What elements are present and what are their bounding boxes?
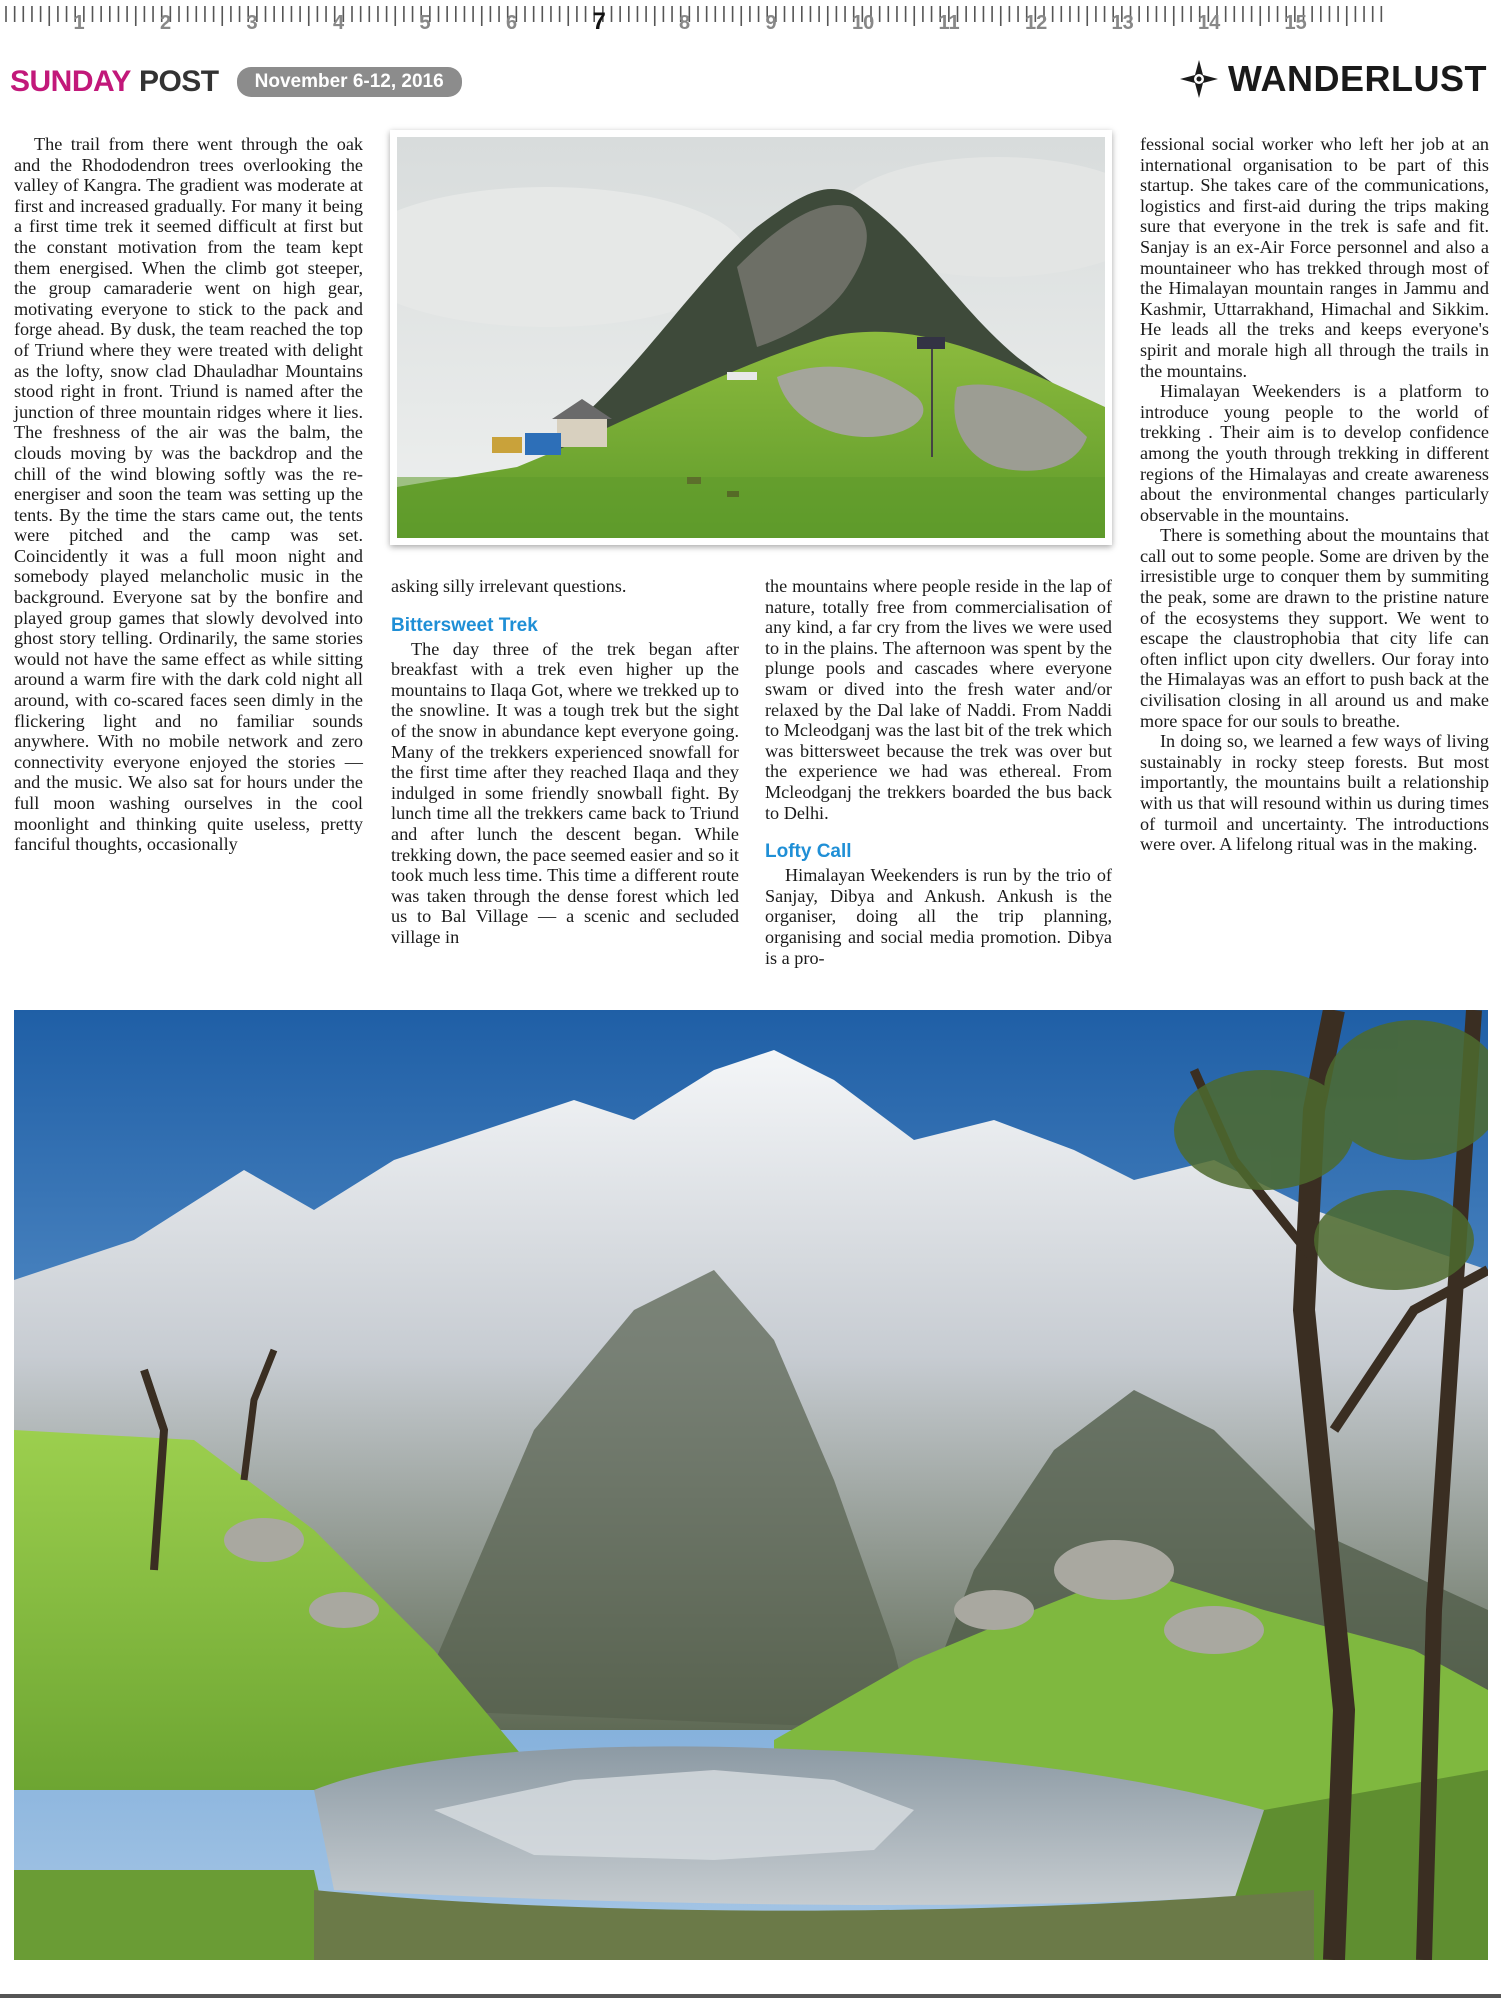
- dhauladhar-lake-photo: [14, 1010, 1488, 1960]
- article-column-1: [14, 134, 363, 855]
- subheading-lofty-call: Lofty Call: [765, 841, 852, 863]
- ruler-number: 5: [419, 12, 431, 34]
- article-paragraph: The trail from there went through the oak and the Rhododendron trees overlooking the valley of Kangra. The gradient was moderate at first and increased gradually. For many it being a first time trek it seemed difficult at first but the constant motivation from the team kept them energised. When the climb got steeper, the group camaraderie went on high gear, motivating everyone to stick to the pack and forge ahead. By dusk, the team reached the top of Triund where they were treated with delight as the lofty, snow clad Dhauladhar Mountains stood right in front. Triund is named after the junction of three mountain ridges where it lies. The freshness of the air was the balm, the clouds moving by was the backdrop and the chill of the wind blowing softly was the re-energiser and soon the team was setting up the tents. By the time the stars came out, the tents were pitched and the camp was set. Coincidently it was a full moon night and somebody played melancholic music in the background. Everyone sat by the bonfire and played group games that slowly devolved into ghost story telling. Ordinarily, the same stories would not have the same effect as while sitting around a warm fire with the dark cold night all around, with co-scared faces seen dimly in the flickering light and no familiar sounds anywhere. With no mobile network and zero connectivity everyone enjoyed the stories — and the music. We also sat for hours under the full moon washing ourselves in the cool moonlight and thinking quite useless, pretty fanciful thoughts, occasionally: [14, 134, 363, 855]
- masthead-sunday: SUNDAY: [10, 65, 131, 98]
- ruler-number: 4: [332, 12, 345, 34]
- section-title: WANDERLUST: [1228, 58, 1487, 99]
- article-paragraph: Himalayan Weekenders is a platform to introduce young people to the world of trekking . Their aim is to develop confidence among the youth through trekking in different regions of the Himalayas and create awareness about the environmental changes particularly observable in the mountains.: [1140, 381, 1489, 525]
- article-paragraph: Himalayan Weekenders is run by the trio of Sanjay, Dibya and Ankush. Ankush is the organiser, doing all the trip planning, organising and social media promotion. Dibya is a pro-: [765, 865, 1112, 968]
- article-paragraph: asking silly irrelevant questions.: [391, 576, 627, 596]
- article-paragraph: fessional social worker who left her job at an international organisation to be part of this startup. She takes care of the communications, logistics and first-aid during the trips making sure that everyone in the trek is safe and fit. Sanjay is an ex-Air Force personnel and also a mountaineer who has trekked through most of the Himalayan mountain ranges in Jammu and Kashmir, Uttarrakhand, Himachal and Sikkim. He leads all the treks and keeps everyone's spirit and morale high all through the trails in the mountains.: [1140, 134, 1489, 381]
- page-ruler: [0, 0, 1501, 40]
- article-column-2: [391, 576, 739, 948]
- footer-rule: [0, 1994, 1501, 1998]
- article-paragraph: The day three of the trek began after breakfast with a trek even higher up the mountains to Ilaqa Got, where we trekked up to the snowline. It was a tough trek but the sight of the snow in abundance kept everyone going. Many of the trekkers experienced snowfall for the first time after they reached Ilaqa and they indulged in some friendly snowball fight. By lunch time all the trekkers came back to Triund and after lunch the descent began. While trekking down, the pace seemed easier and so it took much less time. This time a different route was taken through the dense forest which led us to Bal Village — a scenic and secluded village in: [391, 638, 739, 947]
- ruler-graphic: [0, 0, 1501, 40]
- compass-icon: [1178, 58, 1220, 100]
- issue-date-badge: November 6-12, 2016: [237, 67, 462, 97]
- ruler-number: 14: [1197, 12, 1221, 34]
- triund-meadow-photo: [390, 130, 1112, 545]
- ruler-number: 8: [678, 12, 691, 34]
- article-paragraph: There is something about the mountains that call out to some people. Some are driven by the irresistible urge to conquer them by summiting the peak, some are drawn to the pristine nature of the ecosystems they support. We went to escape the claustrophobia that city life can often inflict upon city dwellers. Our foray into the Himalayas was an effort to push back at the civilisation closing in all around us and make more space for our souls to breathe.: [1140, 525, 1489, 731]
- ruler-number: 7: [592, 8, 606, 35]
- ruler-number: 15: [1284, 12, 1307, 34]
- article-paragraph: the mountains where people reside in the lap of nature, totally free from commercialisation of any kind, a far cry from the lives we were used to in the plains. The afternoon was spent by the plunge pools and cascades where everyone swam or dived into the fresh water and/or relaxed by the Dal lake of Naddi. From Naddi to Mcleodganj was the last bit of the trek which was bittersweet because the trek was over but the experience we had was ethereal. From Mcleodganj the trekkers boarded the bus back to Delhi.: [765, 576, 1112, 823]
- ruler-number: 12: [1024, 12, 1048, 34]
- article-paragraph: In doing so, we learned a few ways of living sustainably in rocky steep forests. But most importantly, the mountains built a relationship with us that will resound within us during times of turmoil and uncertainty. The introductions were over. A lifelong ritual was in the making.: [1140, 731, 1489, 855]
- section-tag: [1178, 58, 1487, 100]
- ruler-number: 11: [938, 12, 960, 34]
- ruler-number: 3: [246, 12, 258, 34]
- ruler-number: 2: [159, 12, 172, 34]
- article-column-3: [765, 576, 1112, 968]
- ruler-number: 6: [505, 12, 518, 34]
- ruler-number: 9: [765, 12, 777, 34]
- ruler-number: 1: [73, 12, 85, 34]
- ruler-number: 10: [851, 12, 875, 34]
- ruler-number: 13: [1111, 12, 1134, 34]
- masthead: [10, 62, 462, 102]
- photo-graphic: [397, 137, 1105, 538]
- article-column-4: [1140, 134, 1489, 855]
- subheading-bittersweet-trek: Bittersweet Trek: [391, 614, 538, 636]
- masthead-post: POST: [138, 65, 219, 98]
- photo-graphic: [14, 1010, 1488, 1960]
